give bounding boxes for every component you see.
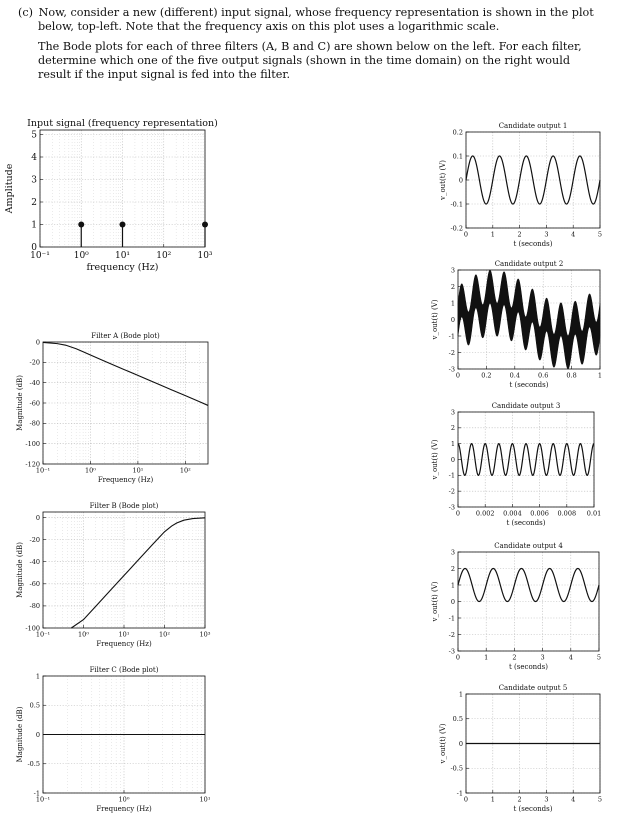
x-tick-label: 2 bbox=[517, 795, 522, 804]
y-tick-label: 2 bbox=[450, 424, 455, 433]
filter-c-bode-chart bbox=[0, 658, 215, 823]
x-tick-label: 10¹ bbox=[199, 795, 211, 804]
stem-marker bbox=[120, 222, 126, 228]
x-tick-label: 10³ bbox=[199, 630, 211, 639]
x-tick-label: 10⁰ bbox=[78, 630, 89, 639]
signal-band bbox=[458, 270, 600, 369]
candidate-output-2-chart bbox=[430, 254, 615, 396]
x-axis-label: frequency (Hz) bbox=[86, 262, 159, 273]
candidate-output-5-chart bbox=[430, 680, 615, 822]
chart-title: Candidate output 2 bbox=[494, 260, 564, 268]
y-tick-label: -80 bbox=[29, 602, 40, 611]
y-tick-label: -0.2 bbox=[450, 224, 463, 233]
y-tick-label: 3 bbox=[31, 175, 37, 186]
intro-text-1: Now, consider a new (different) input signal, whose frequency representation is shown in the plot below, top-left. Note that the frequency axis on this plot uses a logarithmic scale. bbox=[38, 6, 594, 33]
x-tick-label: 1 bbox=[597, 371, 603, 380]
y-tick-label: 1 bbox=[31, 220, 37, 231]
y-tick-label: 0 bbox=[35, 338, 40, 347]
y-tick-label: 2 bbox=[31, 198, 37, 209]
y-tick-label: -3 bbox=[448, 503, 455, 512]
y-tick-label: -40 bbox=[29, 378, 40, 387]
candidate-output-1-chart bbox=[430, 114, 615, 250]
x-tick-label: 1 bbox=[490, 230, 495, 239]
y-tick-label: 1 bbox=[450, 439, 455, 448]
y-tick-label: -20 bbox=[29, 358, 40, 367]
signal-line bbox=[458, 569, 599, 602]
series-line bbox=[71, 518, 205, 628]
x-tick-label: 10⁰ bbox=[118, 795, 130, 804]
x-tick-label: 5 bbox=[596, 653, 602, 662]
x-tick-label: 0.006 bbox=[530, 509, 549, 518]
y-axis-label: v_out(t) (V) bbox=[431, 299, 440, 340]
y-axis-label: v_out(t) (V) bbox=[439, 159, 448, 201]
x-tick-label: 0 bbox=[455, 509, 461, 518]
x-axis-label: Frequency (Hz) bbox=[96, 640, 152, 648]
y-tick-label: -60 bbox=[29, 399, 40, 408]
x-tick-label: 0.008 bbox=[557, 509, 577, 518]
y-tick-label: 1 bbox=[35, 672, 40, 681]
y-tick-label: -0.5 bbox=[27, 760, 40, 769]
y-tick-label: -2 bbox=[448, 630, 455, 639]
y-axis-label: Magnitude (dB) bbox=[16, 542, 25, 598]
x-axis-label: t (seconds) bbox=[513, 805, 553, 813]
x-tick-label: 4 bbox=[571, 795, 576, 804]
y-tick-label: -80 bbox=[29, 419, 40, 428]
x-axis-label: t (seconds) bbox=[509, 663, 548, 671]
problem-statement bbox=[18, 6, 606, 88]
x-tick-label: 0 bbox=[463, 230, 469, 239]
y-tick-label: 0 bbox=[458, 176, 463, 185]
chart-title: Candidate output 4 bbox=[494, 542, 563, 550]
y-tick-label: 0.5 bbox=[29, 701, 40, 710]
x-tick-label: 0 bbox=[463, 795, 469, 804]
y-axis-label: v_out(t) (V) bbox=[431, 439, 440, 480]
x-tick-label: 10² bbox=[156, 251, 172, 261]
y-tick-label: 2 bbox=[450, 282, 455, 291]
x-tick-label: 1 bbox=[490, 795, 495, 804]
y-tick-label: 0 bbox=[35, 730, 40, 739]
y-tick-label: 0 bbox=[31, 243, 37, 254]
x-tick-label: 0.6 bbox=[538, 371, 549, 380]
x-axis-label: Frequency (Hz) bbox=[96, 805, 152, 813]
y-tick-label: 0 bbox=[450, 455, 455, 464]
y-tick-label: 3 bbox=[450, 408, 455, 417]
y-tick-label: 1 bbox=[450, 581, 455, 590]
y-tick-label: -1 bbox=[448, 471, 455, 480]
chart-title: Filter B (Bode plot) bbox=[89, 502, 159, 510]
x-axis-label: t (seconds) bbox=[509, 381, 549, 389]
x-tick-label: 0.2 bbox=[481, 371, 492, 380]
y-tick-label: -2 bbox=[448, 487, 455, 496]
x-tick-label: 3 bbox=[540, 653, 545, 662]
y-tick-label: 4 bbox=[31, 153, 37, 164]
input-spectrum-chart bbox=[0, 112, 230, 282]
y-tick-label: 2 bbox=[450, 564, 455, 573]
y-tick-label: -0.5 bbox=[450, 764, 463, 773]
y-tick-label: 3 bbox=[450, 548, 455, 557]
candidate-output-4-chart bbox=[430, 538, 615, 678]
x-tick-label: 10² bbox=[179, 466, 191, 475]
y-tick-label: 0.1 bbox=[452, 152, 463, 161]
y-tick-label: -100 bbox=[25, 439, 40, 448]
x-tick-label: 10⁰ bbox=[73, 251, 89, 261]
x-axis-label: Frequency (Hz) bbox=[97, 476, 154, 484]
chart-title: Candidate output 3 bbox=[491, 402, 561, 410]
y-tick-label: -1 bbox=[448, 332, 455, 341]
x-tick-label: 0.8 bbox=[566, 371, 577, 380]
x-tick-label: 10¹ bbox=[114, 251, 131, 261]
candidate-output-3-chart bbox=[430, 398, 615, 536]
x-tick-label: 5 bbox=[597, 230, 603, 239]
x-tick-label: 4 bbox=[571, 230, 576, 239]
y-tick-label: 5 bbox=[31, 130, 37, 141]
chart-title: Filter A (Bode plot) bbox=[91, 332, 160, 340]
y-tick-label: -2 bbox=[448, 348, 455, 357]
x-tick-label: 10¹ bbox=[132, 466, 144, 475]
y-tick-label: 0.5 bbox=[452, 715, 463, 724]
x-tick-label: 10⁻¹ bbox=[35, 630, 51, 639]
y-tick-label: 0.2 bbox=[452, 128, 463, 137]
chart-title: Input signal (frequency representation) bbox=[27, 118, 218, 129]
chart-title: Filter C (Bode plot) bbox=[89, 666, 159, 674]
x-tick-label: 3 bbox=[544, 795, 549, 804]
y-tick-label: 0 bbox=[450, 597, 455, 606]
x-tick-label: 10³ bbox=[197, 251, 213, 261]
y-axis-label: v_out(t) (V) bbox=[439, 723, 448, 764]
x-tick-label: 3 bbox=[544, 230, 549, 239]
y-tick-label: -100 bbox=[25, 624, 40, 633]
x-tick-label: 10² bbox=[159, 630, 170, 639]
y-tick-label: -1 bbox=[33, 789, 40, 798]
x-tick-label: 2 bbox=[517, 230, 522, 239]
filter-b-bode-chart bbox=[0, 494, 215, 656]
y-tick-label: -1 bbox=[448, 614, 455, 623]
y-tick-label: -20 bbox=[29, 535, 40, 544]
intro-paragraph-1 bbox=[18, 6, 606, 34]
x-tick-label: 10¹ bbox=[118, 630, 130, 639]
x-tick-label: 0.002 bbox=[475, 509, 495, 518]
x-tick-label: 0.004 bbox=[503, 509, 522, 518]
x-tick-label: 4 bbox=[568, 653, 573, 662]
y-tick-label: -40 bbox=[29, 557, 40, 566]
y-axis-label: v_out(t) (V) bbox=[431, 581, 440, 622]
y-tick-label: -3 bbox=[448, 647, 455, 656]
y-tick-label: 1 bbox=[450, 299, 455, 308]
x-tick-label: 0 bbox=[455, 371, 461, 380]
x-tick-label: 10⁰ bbox=[85, 466, 96, 475]
x-tick-label: 10⁻¹ bbox=[35, 795, 51, 804]
stem-marker bbox=[78, 222, 84, 228]
y-tick-label: 0 bbox=[458, 739, 463, 748]
y-tick-label: -60 bbox=[29, 580, 40, 589]
intro-paragraph-2: The Bode plots for each of three filters (A, B and C) are shown below on the left. For each filter, determine which one of the five output signals (shown in the time domain) on the right would result if the input signal is fed into the filter. bbox=[38, 40, 582, 81]
x-tick-label: 0.4 bbox=[509, 371, 520, 380]
y-tick-label: -120 bbox=[25, 460, 40, 469]
y-tick-label: 1 bbox=[458, 690, 463, 699]
y-axis-label: Magnitude (dB) bbox=[16, 375, 25, 431]
y-tick-label: 0 bbox=[35, 513, 40, 522]
part-label: (c) bbox=[18, 6, 33, 19]
x-axis-label: t (seconds) bbox=[513, 240, 553, 248]
y-axis-label: Magnitude (dB) bbox=[16, 706, 25, 763]
chart-title: Candidate output 1 bbox=[498, 122, 568, 130]
x-tick-label: 0 bbox=[455, 653, 461, 662]
y-tick-label: -1 bbox=[456, 789, 463, 798]
y-tick-label: -0.1 bbox=[450, 200, 463, 209]
x-tick-label: 0.01 bbox=[586, 509, 602, 518]
x-tick-label: 10⁻¹ bbox=[35, 466, 51, 475]
y-tick-label: -3 bbox=[448, 365, 455, 374]
chart-title: Candidate output 5 bbox=[498, 684, 568, 692]
y-axis-label: Amplitude bbox=[3, 163, 15, 214]
filter-a-bode-chart bbox=[0, 322, 215, 487]
x-tick-label: 2 bbox=[512, 653, 517, 662]
y-tick-label: 3 bbox=[450, 266, 455, 275]
x-tick-label: 10⁻¹ bbox=[30, 251, 50, 261]
x-tick-label: 1 bbox=[484, 653, 489, 662]
stem-marker bbox=[202, 222, 208, 228]
x-axis-label: t (seconds) bbox=[506, 519, 546, 527]
y-tick-label: 0 bbox=[450, 315, 455, 324]
x-tick-label: 5 bbox=[597, 795, 603, 804]
